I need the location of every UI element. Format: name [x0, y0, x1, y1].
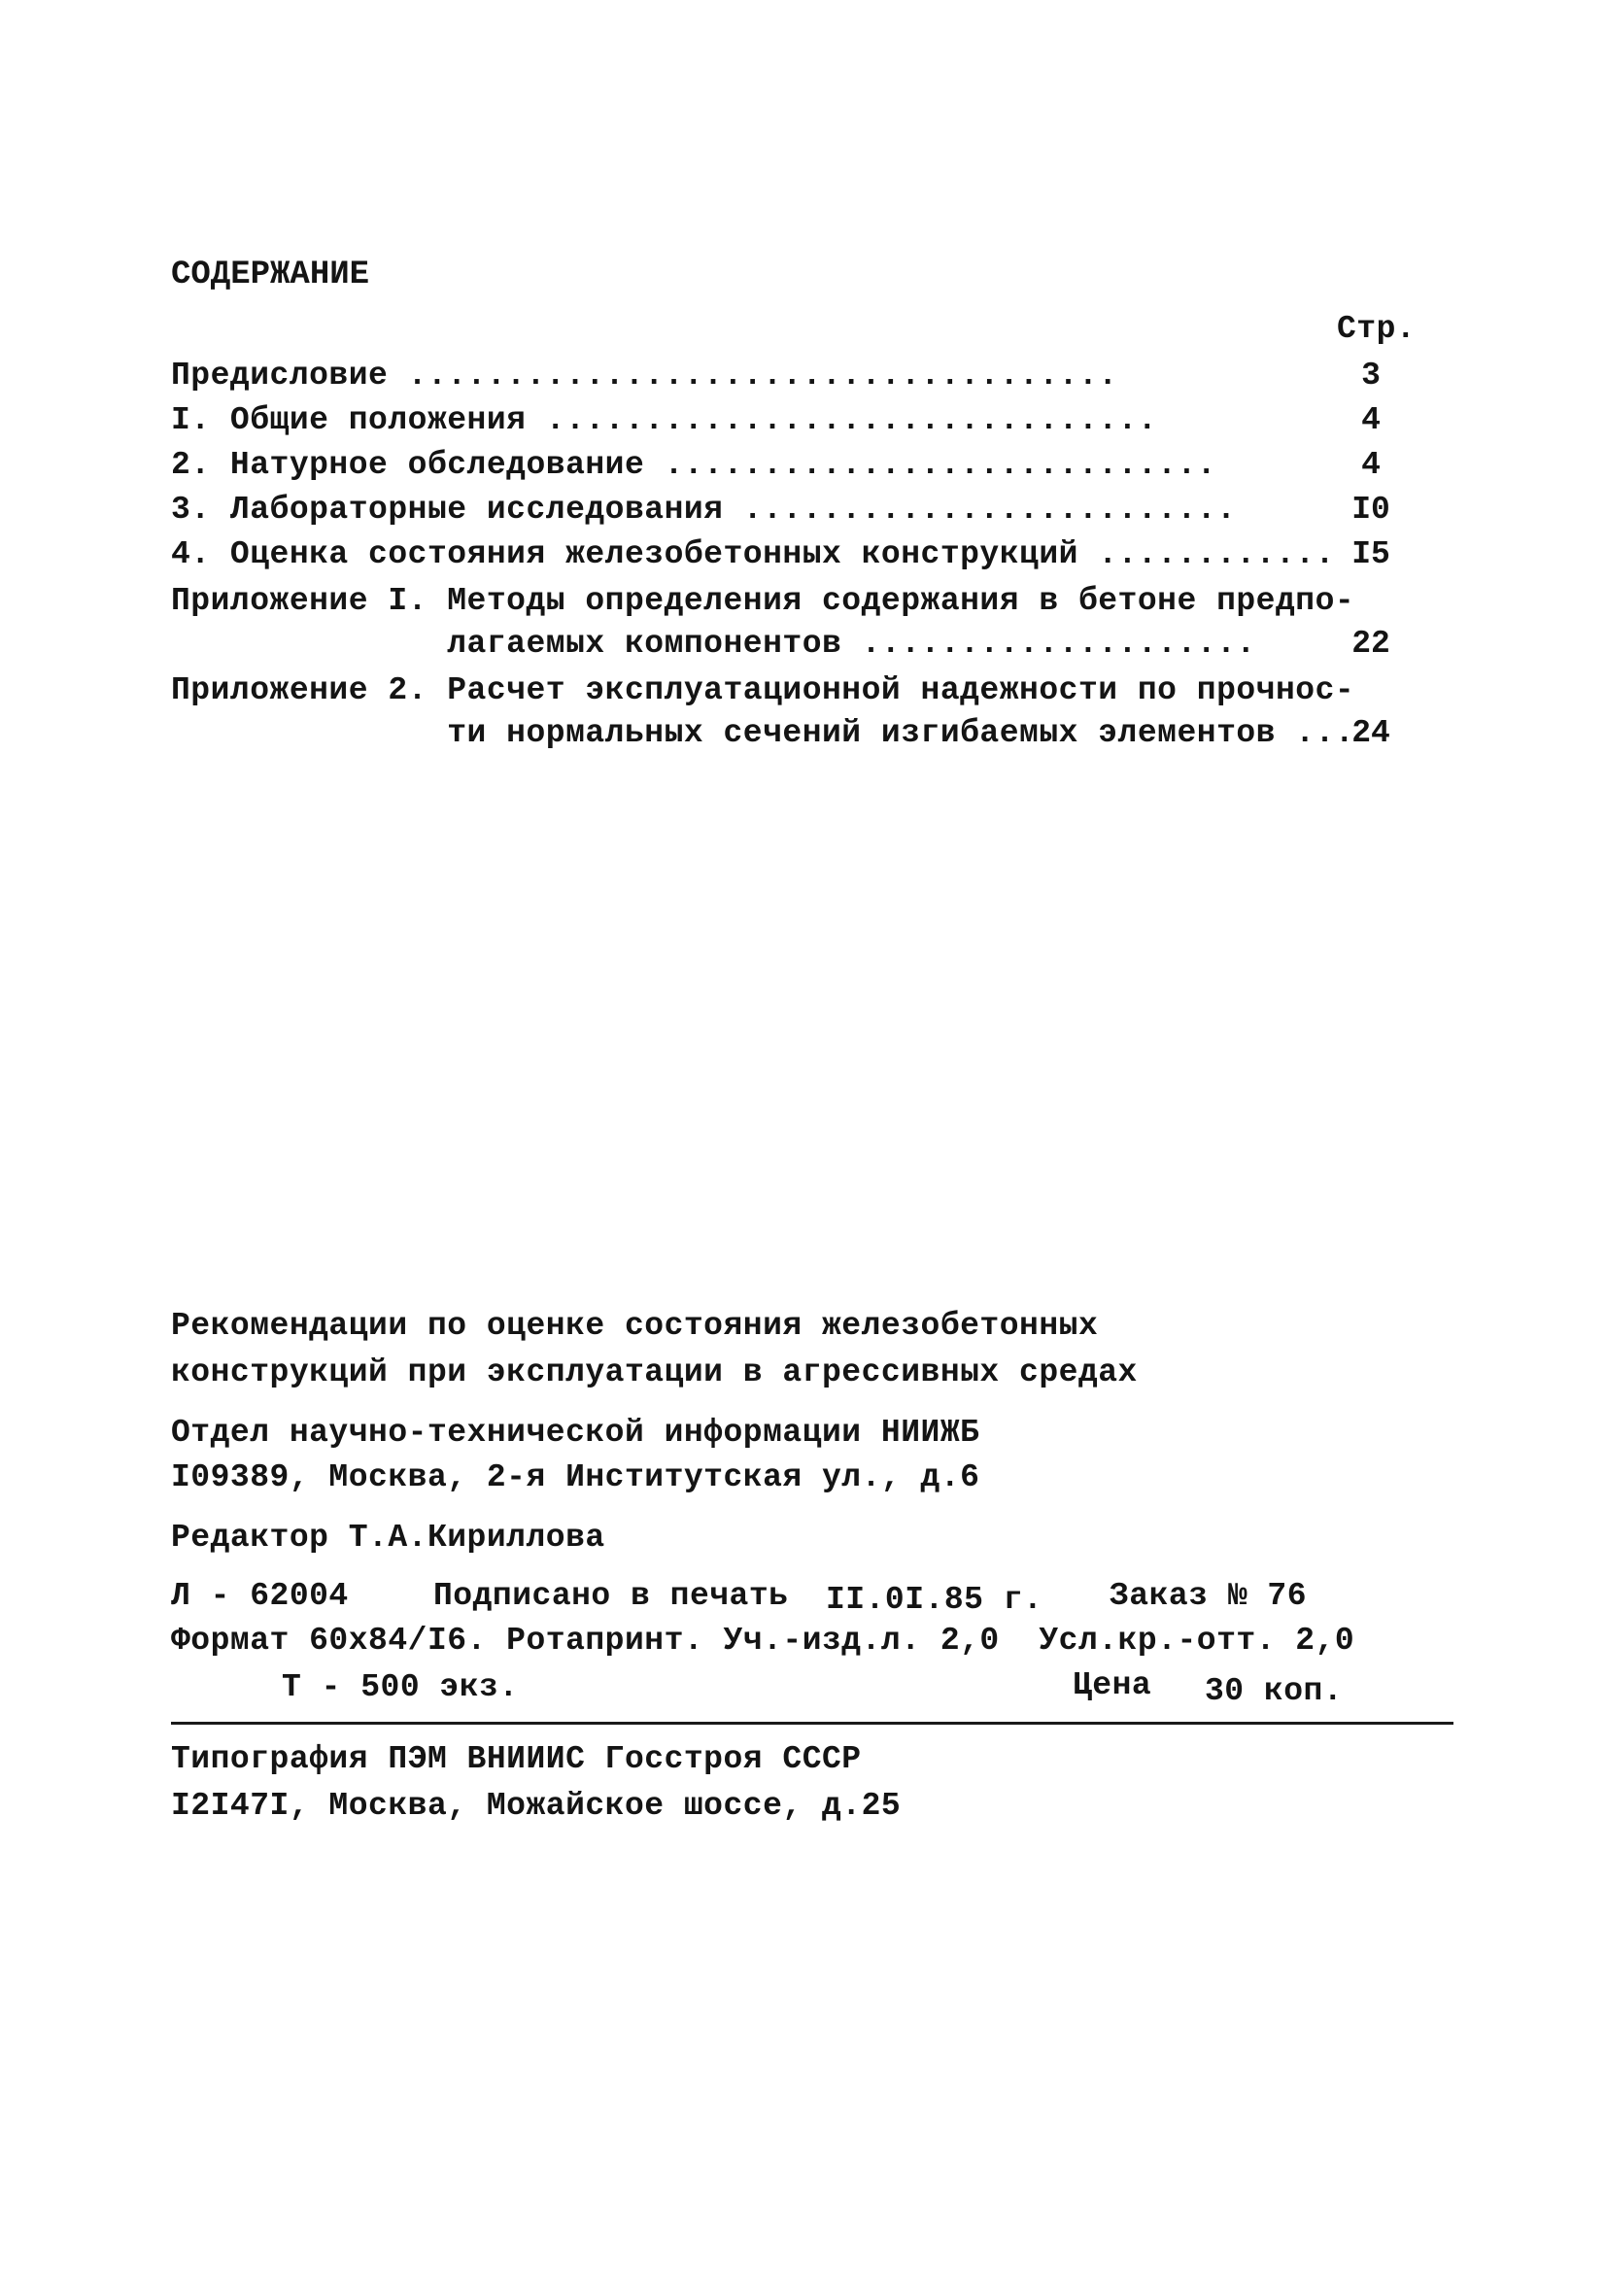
order-number: Заказ № 76 — [1110, 1578, 1308, 1614]
toc-row-page: 22 — [1351, 626, 1390, 662]
toc-title: СОДЕРЖАНИЕ — [171, 257, 370, 293]
toc-row-label: Приложение 2. Расчет эксплуатационной надежности по прочнос- — [171, 672, 1355, 708]
editor-line: Редактор Т.А.Кириллова — [171, 1520, 605, 1556]
toc-row-label: 3. Лабораторные исследования ......................... — [171, 492, 1237, 528]
toc-row — [171, 445, 1381, 486]
imprint-title-line-1: Рекомендации по оценке состояния железобетонных — [171, 1308, 1099, 1344]
format-line: Формат 60х84/I6. Ротапринт. Уч.-изд.л. 2,0 Усл.кр.-отт. 2,0 — [171, 1623, 1355, 1659]
toc-row-label: Предисловие .................................... — [171, 358, 1118, 394]
toc-row-page: 4 — [1361, 402, 1381, 438]
publisher-address: I09389, Москва, 2-я Институтская ул., д.6 — [171, 1459, 980, 1495]
price-value: 30 коп. — [1205, 1673, 1344, 1709]
toc-page-column-header: Стр. — [1337, 311, 1417, 347]
toc-row-label: лагаемых компонентов .................... — [171, 626, 1256, 662]
print-run: Т - 500 экз. — [282, 1669, 519, 1705]
toc-row-label: 4. Оценка состояния железобетонных конструкций ............ — [171, 536, 1335, 572]
toc-row — [171, 534, 1390, 575]
price-label: Цена — [1073, 1667, 1152, 1703]
toc-row-page: 3 — [1361, 358, 1381, 394]
toc-row-label: Приложение I. Методы определения содержания в бетоне предпо- — [171, 583, 1355, 619]
signed-date: II.0I.85 г. — [826, 1582, 1043, 1618]
toc-row-label: I. Общие положения ............................... — [171, 402, 1158, 438]
printing-house-address: I2I47I, Москва, Можайское шоссе, д.25 — [171, 1788, 902, 1824]
toc-row-page: I5 — [1351, 536, 1390, 572]
toc-row-page: I0 — [1351, 492, 1390, 528]
toc-row-label: 2. Натурное обследование ............................ — [171, 447, 1217, 483]
toc-row-label: ти нормальных сечений изгибаемых элементов ... — [171, 715, 1355, 751]
toc-row-page: 24 — [1351, 715, 1390, 751]
publisher-department: Отдел научно-технической информации НИИЖБ — [171, 1415, 980, 1451]
divider-rule — [171, 1722, 1453, 1725]
license-number: Л - 62004 — [171, 1578, 349, 1614]
signed-to-print-label: Подписано в печать — [433, 1578, 789, 1614]
toc-row — [171, 400, 1381, 441]
toc-row — [171, 670, 1355, 711]
toc-row-page: 4 — [1361, 447, 1381, 483]
printing-house: Типография ПЭМ ВНИИИС Госстроя СССР — [171, 1741, 862, 1777]
toc-row — [171, 581, 1355, 622]
toc-row — [171, 713, 1390, 754]
toc-row — [171, 624, 1390, 665]
toc-row — [171, 490, 1390, 531]
imprint-title-line-2: конструкций при эксплуатации в агрессивных средах — [171, 1354, 1138, 1390]
toc-row — [171, 356, 1381, 396]
